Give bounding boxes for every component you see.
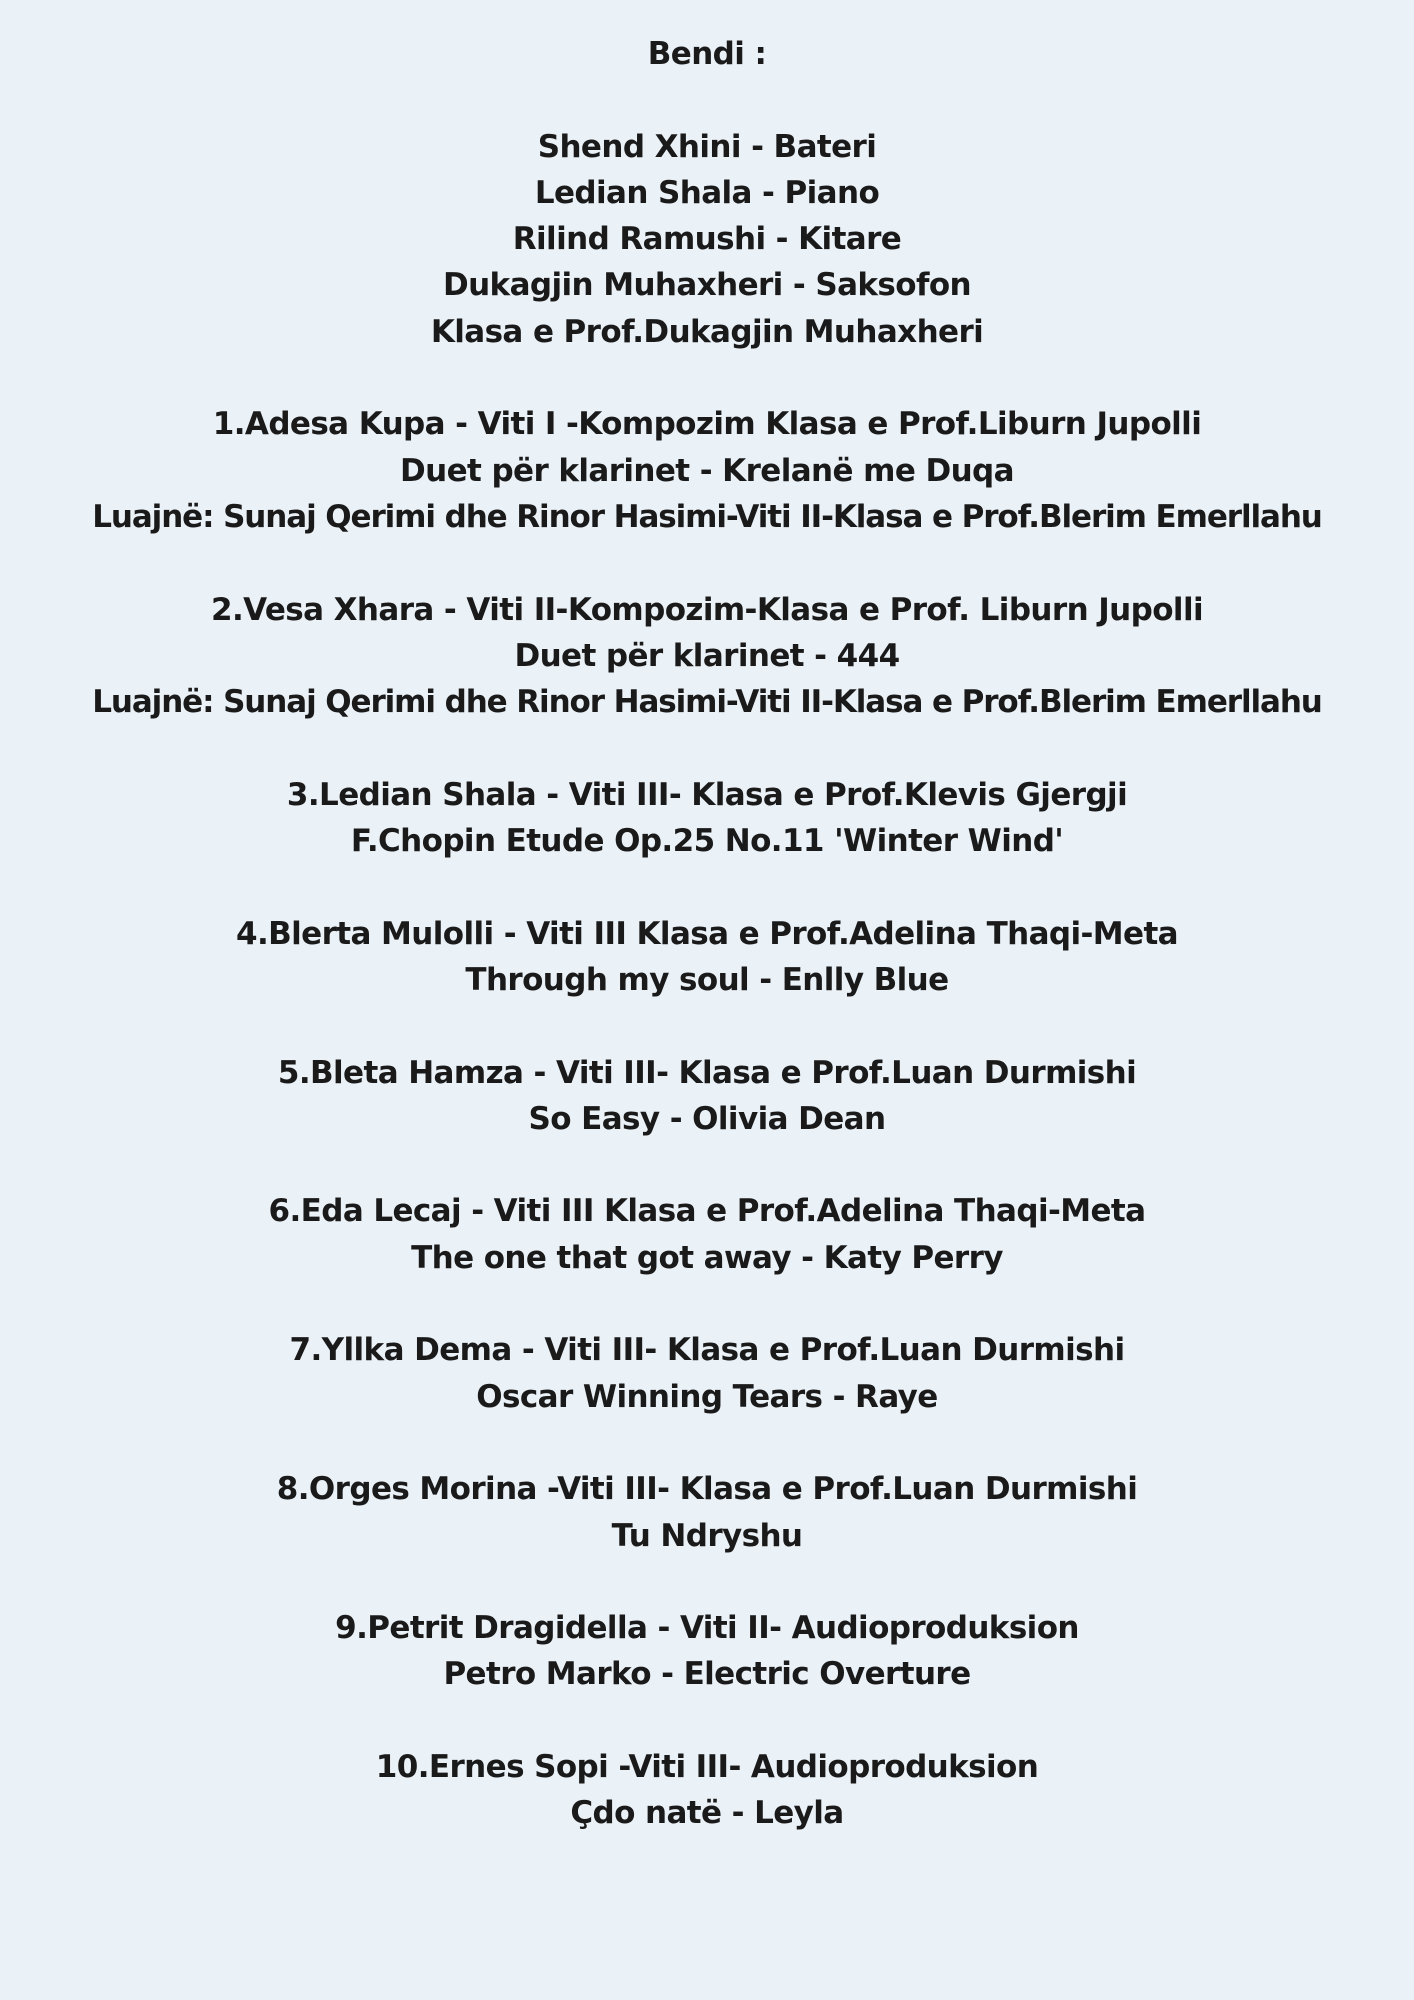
band-member: Ledian Shala - Piano [534, 174, 880, 211]
spacer [0, 1420, 1414, 1466]
band-heading: Bendi : [647, 36, 767, 72]
program-item-title: 7.Yllka Dema - Viti III- Klasa e Prof.Luan Durmishi [289, 1332, 1125, 1369]
spacer [0, 77, 1414, 123]
program-item-piece: F.Chopin Etude Op.25 No.11 'Winter Wind' [350, 823, 1064, 860]
band-member: Shend Xhini - Bateri [537, 128, 877, 165]
program-item-title: 9.Petrit Dragidella - Viti II- Audioproduksion [335, 1610, 1079, 1647]
program-item-title: 8.Orges Morina -Viti III- Klasa e Prof.Luan Durmishi [276, 1471, 1138, 1508]
program-item-piece: Duet për klarinet - Krelanë me Duqa [400, 452, 1014, 489]
program-item-piece: Petro Marko - Electric Overture [443, 1656, 971, 1693]
program-item-performers: Luajnë: Sunaj Qerimi dhe Rinor Hasimi-Viti II-Klasa e Prof.Blerim Emerllahu [92, 498, 1322, 535]
program-item-piece: So Easy - Olivia Dean [528, 1100, 886, 1137]
spacer [0, 864, 1414, 910]
program-item-title: 2.Vesa Xhara - Viti II-Kompozim-Klasa e Prof. Liburn Jupolli [211, 591, 1203, 628]
program-item-piece: Oscar Winning Tears - Raye [476, 1378, 938, 1415]
spacer [0, 540, 1414, 586]
program-item-title: 6.Eda Lecaj - Viti III Klasa e Prof.Adelina Thaqi-Meta [268, 1193, 1146, 1230]
spacer [0, 1142, 1414, 1188]
program-item-title: 4.Blerta Mulolli - Viti III Klasa e Prof.Adelina Thaqi-Meta [235, 915, 1178, 952]
spacer [0, 1003, 1414, 1049]
program-item-piece: Tu Ndryshu [611, 1517, 803, 1554]
program-item-title: 5.Bleta Hamza - Viti III- Klasa e Prof.Luan Durmishi [277, 1054, 1137, 1091]
band-member: Rilind Ramushi - Kitare [512, 221, 902, 258]
program-item-piece: The one that got away - Katy Perry [411, 1239, 1003, 1276]
band-member: Dukagjin Muhaxheri - Saksofon [442, 267, 972, 304]
program-item-title: 3.Ledian Shala - Viti III- Klasa e Prof.Klevis Gjergji [286, 776, 1128, 813]
program-item-title: 10.Ernes Sopi -Viti III- Audioproduksion [375, 1748, 1039, 1785]
program-item-title: 1.Adesa Kupa - Viti I -Kompozim Klasa e Prof.Liburn Jupolli [212, 406, 1202, 443]
spacer [0, 725, 1414, 771]
program-item-piece: Through my soul - Enlly Blue [465, 961, 949, 998]
spacer [0, 1698, 1414, 1744]
spacer [0, 1559, 1414, 1605]
band-class: Klasa e Prof.Dukagjin Muhaxheri [430, 313, 984, 350]
program-item-performers: Luajnë: Sunaj Qerimi dhe Rinor Hasimi-Viti II-Klasa e Prof.Blerim Emerllahu [92, 684, 1322, 721]
program-item-piece: Çdo natë - Leyla [570, 1795, 844, 1832]
spacer [0, 1281, 1414, 1327]
program-item-piece: Duet për klarinet - 444 [514, 637, 900, 674]
spacer [0, 355, 1414, 401]
